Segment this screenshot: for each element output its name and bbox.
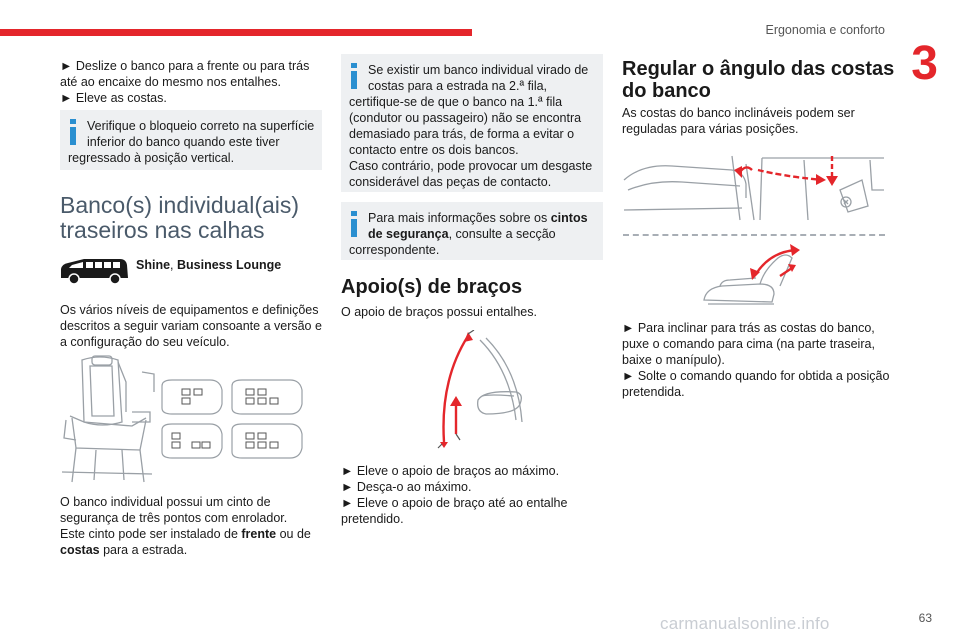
- seat-belt-text: O banco individual possui um cinto de segurança de três pontos com enrolador. Este cinto pode ser instalado de frente ou de costas para a estrada.: [60, 495, 311, 557]
- heading-armrests: Apoio(s) de braços: [341, 276, 523, 298]
- info-note-rear-facing-seat: Se existir um banco individual virado de costas para a estrada na 2.ª fila, certifique-se de que o banco na 1.ª fila (condutor ou passageiro) não se encontra demasiado para trás, de forma a evitar o contacto entre os dois bancos. Caso contrário, pode provocar um desgaste considerável das peças de contacto.: [341, 54, 603, 192]
- backrest-steps: ► Para inclinar para trás as costas do banco, puxe o comando para cima (na parte traseira, baixe o manípulo). ► Solte o comando quando for obtida a posição pretendida.: [622, 321, 890, 399]
- armrest-illustration: [420, 330, 530, 450]
- individual-seat-illustration: [62, 352, 320, 488]
- armrest-steps: ► Eleve o apoio de braços ao máximo. ► Desça-o ao máximo. ► Eleve o apoio de braço até ao entalhe pretendido.: [341, 464, 568, 526]
- heading-backrest-angle: Regular o ângulo das costas do banco: [622, 58, 895, 102]
- info-icon: [347, 211, 361, 237]
- page-number: 63: [918, 611, 932, 625]
- info-icon: [347, 63, 361, 89]
- info-note-lock-check: Verifique o bloqueio correto na superfície inferior do banco quando este tiver regressado à posição vertical.: [60, 110, 322, 170]
- watermark: carmanualsonline.info: [660, 614, 830, 633]
- van-icon: [58, 256, 130, 288]
- info-icon: [66, 119, 80, 145]
- info-note-seat-belts: Para mais informações sobre os cintos de segurança, consulte a secção correspondente.: [341, 202, 603, 260]
- equipment-intro: Os vários níveis de equipamentos e definições descritos a seguir variam consoante a versão e a configuração do seu veículo.: [60, 303, 322, 349]
- separator-dashed-line: [623, 234, 885, 236]
- slide-seat-steps: ► Deslize o banco para a frente ou para trás até ao encaixe do mesmo nos entalhes. ► Eleve as costas.: [60, 59, 310, 105]
- armrest-intro: O apoio de braços possui entalhes.: [341, 305, 537, 319]
- backrest-control-illustration: [622, 150, 886, 226]
- section-title: Ergonomia e conforto: [765, 23, 885, 37]
- backrest-intro: As costas do banco inclináveis podem ser reguladas para várias posições.: [622, 106, 855, 136]
- version-label: Shine, Business Lounge: [136, 258, 282, 272]
- header-accent-bar: [0, 29, 472, 36]
- heading-rear-individual-seats: Banco(s) individual(ais) traseiros nas calhas: [60, 192, 300, 243]
- chapter-number: 3: [911, 37, 938, 90]
- backrest-recline-illustration: [700, 240, 810, 308]
